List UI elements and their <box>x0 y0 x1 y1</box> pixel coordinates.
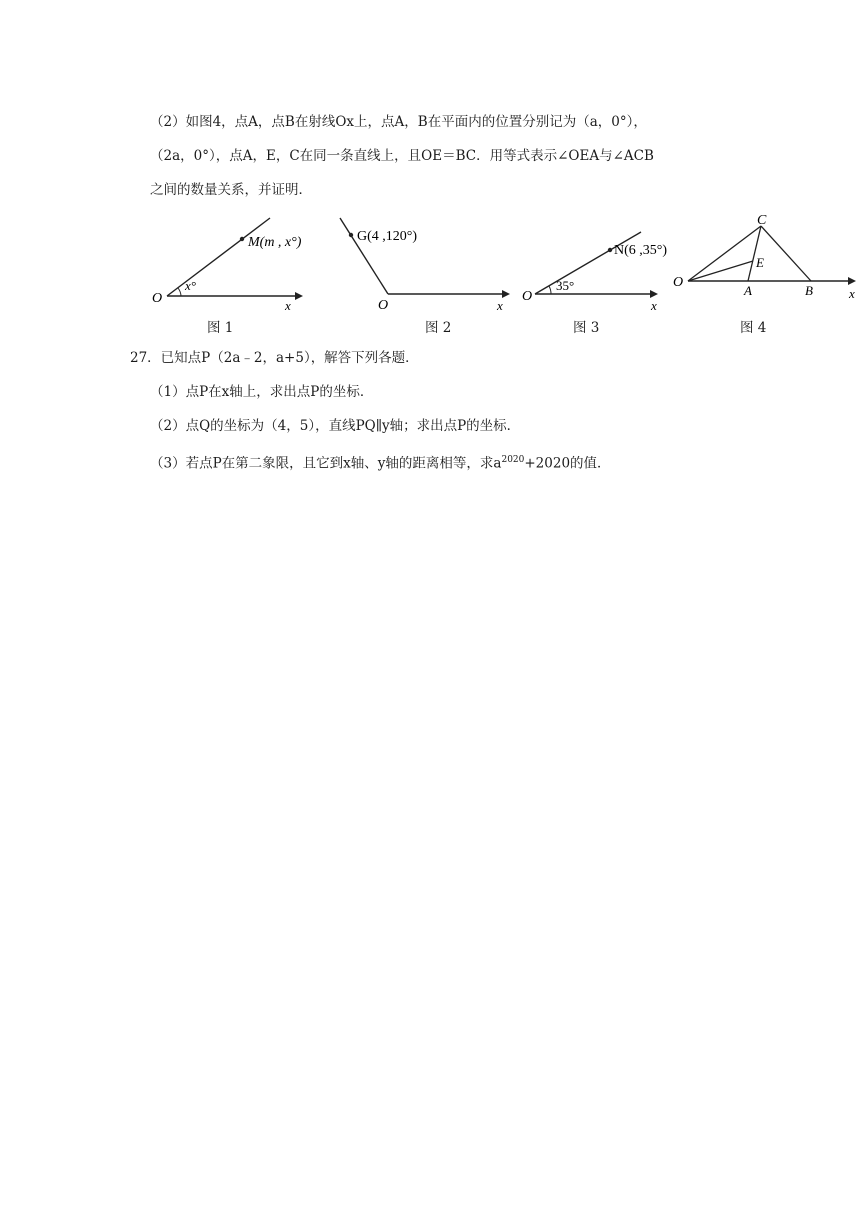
fig1-arrow <box>295 292 303 300</box>
fig3-axis-label: x <box>651 298 657 310</box>
figure-3 <box>518 210 668 310</box>
q27-sub3-post: +2020的值． <box>524 455 611 472</box>
fig1-angle-arc <box>178 288 181 296</box>
fig2-arrow <box>502 290 510 298</box>
fig1-origin-label: O <box>152 291 163 306</box>
fig1-ray <box>167 218 270 296</box>
fig3-point-label: N(6 ,35°) <box>614 243 668 258</box>
fig1-axis-label: x <box>285 298 291 310</box>
fig4-arrow <box>848 277 856 285</box>
fig4-caption: 图 4 <box>740 320 767 336</box>
q27-sub2: （2）点Q的坐标为（4，5），直线PQ∥y轴；求出点P的坐标． <box>150 418 521 434</box>
q27-stem: 27．已知点P（2a﹣2，a+5），解答下列各题． <box>130 350 419 366</box>
part2-line2: （2a，0°），点A，E，C在同一条直线上，且OE＝BC．用等式表示∠OEA与∠ACB <box>150 148 654 164</box>
fig3-point-n <box>608 248 612 252</box>
fig3-angle-label: 35° <box>556 278 575 293</box>
fig1-angle-label: x° <box>185 278 196 293</box>
fig4-label-b: B <box>805 283 813 298</box>
fig2-axis-label: x <box>497 298 503 310</box>
fig2-caption: 图 2 <box>425 320 452 336</box>
part2-line3: 之间的数量关系，并证明． <box>150 182 312 198</box>
q27-sub3-exponent: 2020 <box>501 455 525 465</box>
fig4-label-c: C <box>757 213 767 228</box>
fig3-caption: 图 3 <box>573 320 600 336</box>
fig1-point-label: M(m , x°) <box>248 235 302 250</box>
fig1-point-m <box>240 237 244 241</box>
fig1-caption: 图 1 <box>207 320 234 336</box>
figure-4 <box>668 210 860 310</box>
fig3-origin-label: O <box>522 289 533 304</box>
fig4-segment-cb <box>761 226 811 281</box>
fig4-label-e: E <box>756 255 764 270</box>
fig3-angle-arc <box>549 286 551 294</box>
figure-2 <box>330 210 520 310</box>
fig2-origin-label: O <box>378 298 389 310</box>
fig4-segment-oe <box>688 261 753 281</box>
q27-sub1: （1）点P在x轴上，求出点P的坐标． <box>150 384 374 400</box>
figure-1 <box>145 210 330 310</box>
fig4-origin-label: O <box>673 275 684 290</box>
q27-sub3 <box>150 450 611 474</box>
fig2-point-label: G(4 ,120°) <box>357 229 418 244</box>
part2-line1: （2）如图4，点A，点B在射线Ox上，点A，B在平面内的位置分别记为（a，0°）， <box>150 114 647 130</box>
fig3-ray <box>535 232 641 294</box>
fig4-axis-label: x <box>849 286 855 301</box>
fig4-label-a: A <box>744 283 752 298</box>
q27-sub3-pre: （3）若点P在第二象限，且它到x轴、y轴的距离相等，求a <box>150 455 502 472</box>
fig3-arrow <box>650 290 658 298</box>
fig2-point-g <box>349 233 353 237</box>
